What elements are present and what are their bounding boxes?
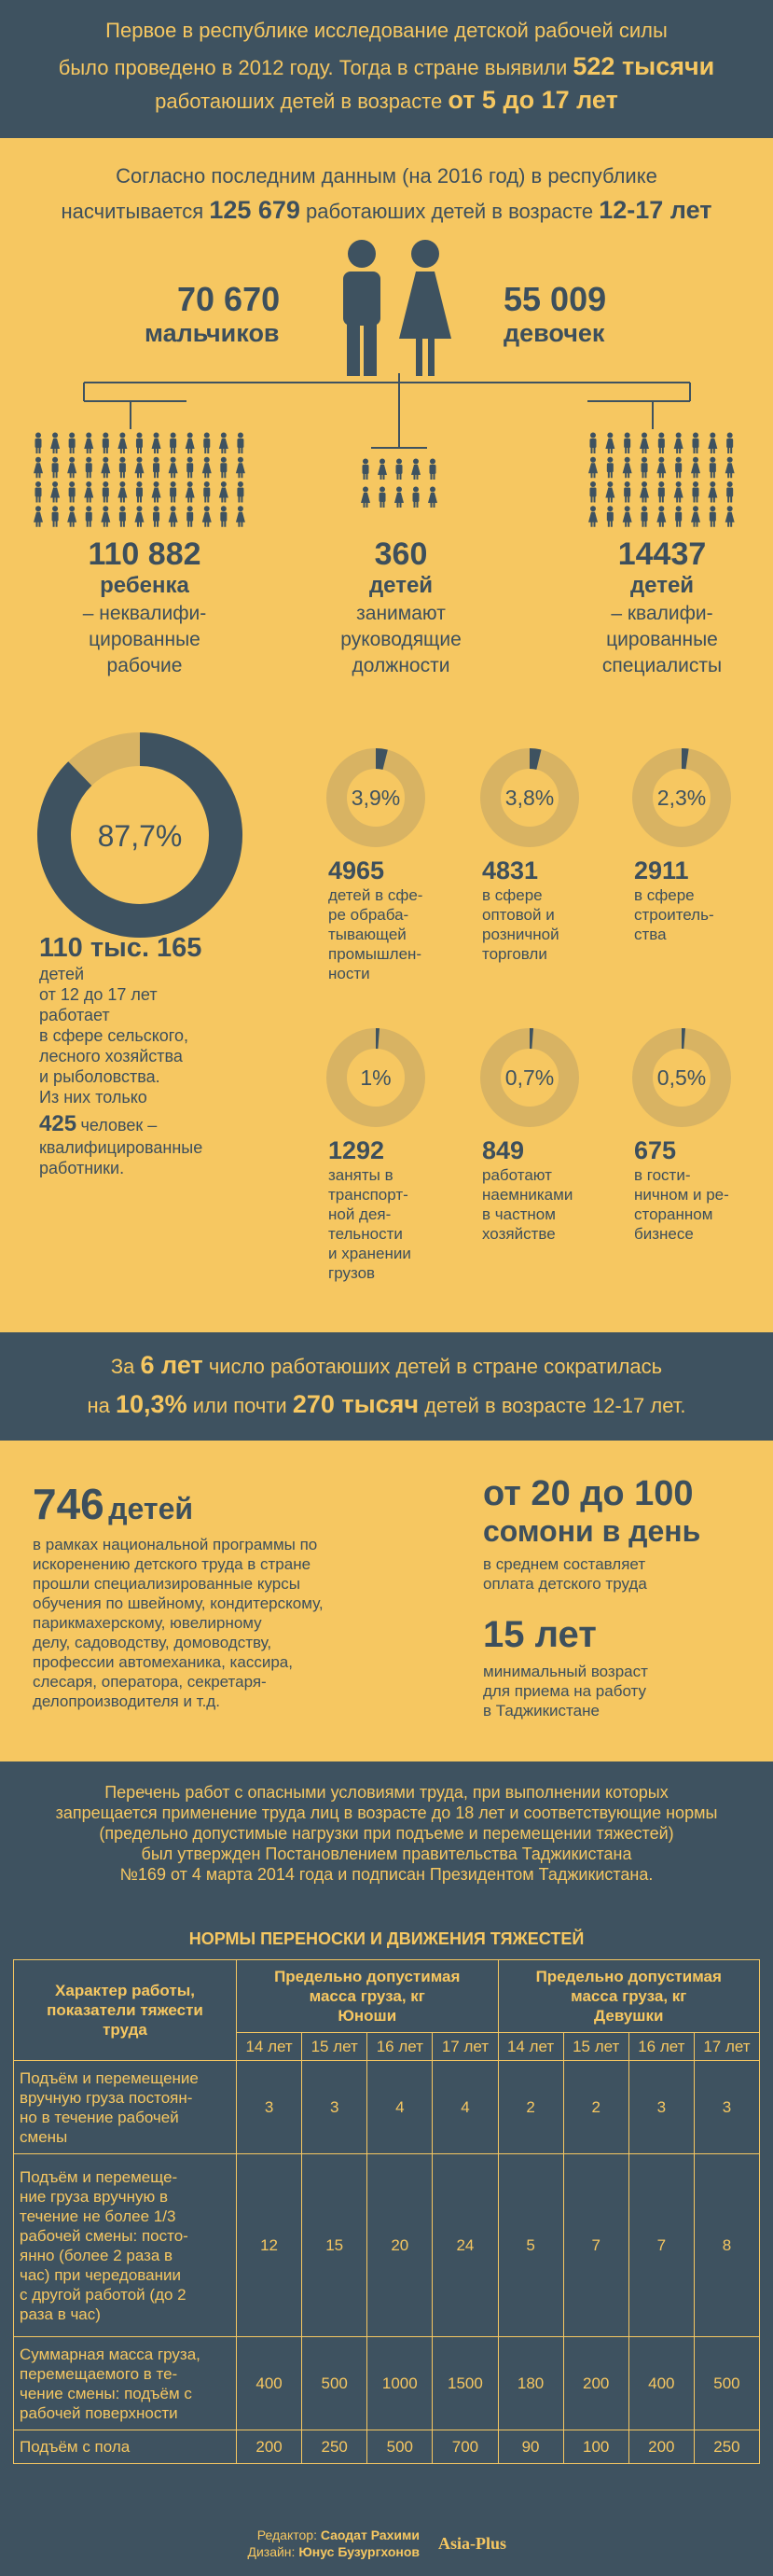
fact-courses-desc: прошли специализированные курсы <box>33 1575 300 1593</box>
asia-plus-logo: Asia-Plus <box>438 2534 507 2553</box>
sector-desc: бизнесе <box>634 1225 694 1243</box>
agri-donut-label: 87,7% <box>97 819 183 853</box>
table-cell: 24 <box>433 2154 498 2337</box>
header-line-2-text: было проведено в 2012 году. Тогда в стране выявили <box>58 56 573 79</box>
credits-design-name: Юнус Бузургхонов <box>298 2544 420 2559</box>
fact-pay <box>483 1474 763 1594</box>
decline-percent: 10,3% <box>116 1390 187 1418</box>
sector-desc: в частном <box>482 1205 556 1223</box>
table-cell: 500 <box>694 2337 759 2430</box>
fact-courses-desc: делу, садоводству, домоводству, <box>33 1634 272 1651</box>
decline-text: детей в возрасте 12-17 лет. <box>419 1394 686 1417</box>
sector-2 <box>623 746 763 943</box>
sector-desc: в сфере <box>482 886 543 904</box>
sector-desc: ной дея- <box>328 1205 392 1223</box>
fact-min-age-desc: для приема на работу <box>483 1682 647 1700</box>
agri-desc: и рыболовства. <box>39 1067 160 1086</box>
table-cell: 5 <box>498 2154 563 2337</box>
sector-desc: тельности <box>328 1225 403 1243</box>
group-qualified-desc: – квалифи- <box>611 603 713 624</box>
table-row-label-line: час) при чередовании <box>20 2265 181 2284</box>
table-cell: 8 <box>694 2154 759 2337</box>
table-cell: 3 <box>628 2061 694 2154</box>
people-icons <box>360 457 444 513</box>
decline-line-2 <box>0 1390 773 1419</box>
table-cell: 200 <box>237 2430 302 2464</box>
fact-pay-range: от 20 до 100 <box>483 1474 694 1513</box>
sector-donut <box>478 1026 581 1129</box>
table-age-header: 15 лет <box>302 2033 367 2061</box>
sector-desc: в сфере <box>634 886 695 904</box>
crowd-left <box>33 431 252 529</box>
table-row <box>14 2337 760 2430</box>
sector-donut-label: 0,5% <box>656 1065 707 1090</box>
group-unqualified <box>42 536 247 679</box>
agri-desc: от 12 до 17 лет <box>39 985 158 1004</box>
table-row-label-line: рабочей поверхности <box>20 2403 178 2422</box>
table-cell: 15 <box>302 2154 367 2337</box>
intro-total: 125 679 <box>209 196 300 224</box>
table-cell: 500 <box>367 2430 433 2464</box>
table-row-label <box>14 2337 237 2430</box>
agri-desc: в сфере сельского, <box>39 1026 188 1045</box>
agri-count: 110 тыс. 165 <box>39 933 202 963</box>
intro-line-2 <box>0 196 773 225</box>
table-row <box>14 2061 760 2154</box>
table-cell: 500 <box>302 2337 367 2430</box>
group-managers-desc: должности <box>352 655 450 676</box>
table-row-label <box>14 2154 237 2337</box>
credits-design-label: Дизайн: <box>247 2544 296 2559</box>
sector-desc: хозяйстве <box>482 1225 556 1243</box>
table-cell: 250 <box>302 2430 367 2464</box>
credits-editor-name: Саодат Рахими <box>320 2527 420 2542</box>
sector-desc: ничном и ре- <box>634 1186 729 1204</box>
sector-donut <box>324 1026 427 1129</box>
sector-desc: в гости- <box>634 1166 691 1184</box>
agri-qualified-count: 425 <box>39 1111 77 1136</box>
table-row-label-line: Суммарная масса груза, <box>20 2345 200 2363</box>
list-text-line: №169 от 4 марта 2014 года и подписан Президентом Таджикистана. <box>119 1865 654 1884</box>
sector-desc: ре обраба- <box>328 906 409 924</box>
sector-donut <box>324 746 427 849</box>
sector-desc: наемниками <box>482 1186 573 1204</box>
fact-pay-desc: в среднем составляет <box>483 1555 646 1573</box>
table-cell: 250 <box>694 2430 759 2464</box>
agri-desc: Из них только <box>39 1088 147 1107</box>
norms-table <box>13 1959 760 2464</box>
credits <box>233 2527 420 2560</box>
table-row-label-line: раза в час) <box>20 2304 101 2323</box>
table-cell: 1500 <box>433 2337 498 2430</box>
table-age-header: 14 лет <box>237 2033 302 2061</box>
table-row-label-line: вручную груза постоян- <box>20 2088 193 2107</box>
header-highlight-522: 522 тысячи <box>573 52 715 80</box>
table-corner-line: Характер работы, <box>55 1982 195 1999</box>
table-row-label-line: смены <box>20 2127 68 2146</box>
norms-section <box>0 1761 773 2576</box>
sector-donut-label: 3,9% <box>351 786 401 810</box>
sector-donut-label: 0,7% <box>504 1065 555 1090</box>
intro-age: 12-17 лет <box>599 196 712 224</box>
table-row-label-line: рабочей смены: посто- <box>20 2226 188 2245</box>
group-unqualified-desc: рабочие <box>106 655 183 676</box>
table-row <box>14 2430 760 2464</box>
decline-line-1 <box>0 1351 773 1380</box>
boys-label: мальчиков <box>145 319 280 347</box>
table-cell: 180 <box>498 2337 563 2430</box>
table-group-boys <box>237 1960 499 2033</box>
fact-min-age-desc: минимальный возраст <box>483 1663 648 1680</box>
header-band <box>0 0 773 138</box>
group-qualified-count: 14437 <box>617 536 707 572</box>
table-age-header: 17 лет <box>433 2033 498 2061</box>
table-cell: 200 <box>563 2337 628 2430</box>
fact-courses-number: 746 <box>33 1480 104 1528</box>
intro-line-1: Согласно последним данным (на 2016 год) в республике <box>116 164 657 188</box>
sector-donut-label: 2,3% <box>656 786 707 810</box>
decline-count: 270 тысяч <box>292 1390 420 1418</box>
table-row-label <box>14 2430 237 2464</box>
fact-pay-unit: сомони в день <box>483 1514 701 1548</box>
group-qualified <box>569 536 755 679</box>
sector-desc: детей в сфе- <box>328 886 423 904</box>
table-cell: 3 <box>237 2061 302 2154</box>
group-managers-desc: руководящие <box>340 629 462 650</box>
sector-desc: розничной <box>482 926 559 943</box>
sector-donut-label: 3,8% <box>504 786 555 810</box>
table-title: НОРМЫ ПЕРЕНОСКИ И ДВИЖЕНИЯ ТЯЖЕСТЕЙ <box>188 1929 585 1948</box>
sector-donut <box>478 746 581 849</box>
table-row-label-line: янно (более 2 раза в <box>20 2246 173 2264</box>
table-corner-line: труда <box>103 2021 147 2039</box>
group-qualified-desc: цированные <box>606 629 718 650</box>
table-cell: 12 <box>237 2154 302 2337</box>
table-cell: 1000 <box>367 2337 433 2430</box>
fact-min-age <box>483 1614 763 1720</box>
agri-block <box>39 933 282 1178</box>
table-group-girls <box>498 1960 760 2033</box>
table-row-label-line: ние груза вручную в <box>20 2187 169 2206</box>
fact-courses-desc: искоренению детского труда в стране <box>33 1555 311 1573</box>
boy-girl-figures <box>326 238 457 378</box>
table-row-label-line: чение смены: подъём с <box>20 2384 192 2402</box>
table-cell: 400 <box>628 2337 694 2430</box>
agri-qualified-desc: человек – <box>80 1116 158 1135</box>
sector-donut <box>630 746 733 849</box>
table-cell: 700 <box>433 2430 498 2464</box>
table-group-line: масса груза, кг <box>571 1987 687 2005</box>
sector-5 <box>623 1026 763 1243</box>
header-highlight-age: от 5 до 17 лет <box>448 86 618 114</box>
girl-icon <box>399 240 451 376</box>
sector-desc: строитель- <box>634 906 714 924</box>
intro-text-a: насчитывается <box>61 200 210 223</box>
people-icons <box>33 431 252 529</box>
table-cell: 4 <box>367 2061 433 2154</box>
fact-courses-desc: профессии автомеханика, кассира, <box>33 1653 293 1671</box>
group-unqualified-desc: – неквалифи- <box>82 603 207 624</box>
table-corner-line: показатели тяжести <box>47 2001 203 2019</box>
sector-desc: ства <box>634 926 667 943</box>
agri-qualified-desc: квалифицированные <box>39 1138 203 1157</box>
group-qualified-desc: специалисты <box>601 655 723 676</box>
table-cell: 3 <box>302 2061 367 2154</box>
table-age-header: 14 лет <box>498 2033 563 2061</box>
list-text-line: Перечень работ с опасными условиями труда, при выполнении которых <box>104 1783 669 1802</box>
table-cell: 200 <box>628 2430 694 2464</box>
sector-desc: и хранении <box>328 1245 411 1262</box>
table-cell: 2 <box>498 2061 563 2154</box>
table-row-label-line: но в течение рабочей <box>20 2108 179 2126</box>
table-age-header: 17 лет <box>694 2033 759 2061</box>
group-unqualified-count: 110 882 <box>88 536 201 572</box>
sector-desc: транспорт- <box>328 1186 408 1204</box>
table-cell: 7 <box>628 2154 694 2337</box>
table-age-header: 16 лет <box>628 2033 694 2061</box>
sector-desc: тывающей <box>328 926 407 943</box>
fact-courses-desc: делопроизводителя и т.д. <box>33 1692 220 1710</box>
sector-donut <box>630 1026 733 1129</box>
header-line-1: Первое в республике исследование детской рабочей силы <box>105 19 668 42</box>
decline-text: За <box>110 1355 141 1378</box>
sector-count: 2911 <box>634 856 689 884</box>
sector-0 <box>317 746 457 982</box>
table-row-label-line: Подъём и перемеще- <box>20 2167 178 2186</box>
fact-courses-desc: парикмахерскому, ювелирному <box>33 1614 262 1632</box>
credits-editor-label: Редактор: <box>256 2527 317 2542</box>
table-row-label-line: с другой работой (до 2 <box>20 2285 186 2304</box>
agri-qualified-desc: работники. <box>39 1159 125 1177</box>
table-row-label-line: течение не более 1/3 <box>20 2207 176 2225</box>
table-group-line: Предельно допустимая <box>274 1968 461 1985</box>
people-icons <box>587 431 741 529</box>
agri-desc: работает <box>39 1006 110 1024</box>
group-managers-desc: занимают <box>356 603 446 624</box>
table-cell: 20 <box>367 2154 433 2337</box>
group-managers-count: 360 <box>374 536 428 572</box>
header-line-3 <box>0 86 773 115</box>
table-group-line: масса груза, кг <box>309 1987 425 2005</box>
fact-courses-desc: в рамках национальной программы по <box>33 1536 318 1553</box>
branch-lines-tails <box>0 373 773 420</box>
sector-count: 675 <box>634 1136 677 1164</box>
group-qualified-label: детей <box>629 573 695 598</box>
sector-desc: заняты в <box>328 1166 393 1184</box>
table-cell: 2 <box>563 2061 628 2154</box>
boys-count: 70 670 <box>177 280 281 318</box>
table-age-header: 15 лет <box>563 2033 628 2061</box>
fact-courses <box>33 1479 415 1711</box>
girls-count: 55 009 <box>504 280 607 318</box>
table-cell: 3 <box>694 2061 759 2154</box>
decline-text: число работаюших детей в стране сократилась <box>202 1355 663 1378</box>
table-row <box>14 2154 760 2337</box>
sector-desc: промышлен- <box>328 945 422 963</box>
boy-icon <box>343 240 380 376</box>
table-age-header: 16 лет <box>367 2033 433 2061</box>
table-row-label-line: Подъём и перемещение <box>20 2068 199 2087</box>
crowd-middle <box>360 457 444 513</box>
table-cell: 7 <box>563 2154 628 2337</box>
list-text-line: запрещается применение труда лиц в возрасте до 18 лет и соответствующие нормы <box>55 1803 718 1822</box>
fact-courses-unit: детей <box>108 1492 194 1525</box>
list-text <box>19 1782 754 1885</box>
fact-courses-desc: слесаря, оператора, секретаря- <box>33 1673 267 1691</box>
table-cell: 400 <box>237 2337 302 2430</box>
crowd-right <box>587 431 741 529</box>
fact-courses-desc: обучения по швейному, кондитерскому, <box>33 1594 324 1612</box>
table-group-line: Девушки <box>594 2007 664 2025</box>
agri-donut <box>33 728 247 942</box>
list-text-line: (предельно допустимые нагрузки при подъеме и перемещении тяжестей) <box>99 1824 674 1843</box>
table-cell: 4 <box>433 2061 498 2154</box>
table-group-line: Юноши <box>338 2007 397 2025</box>
fact-pay-desc: оплата детского труда <box>483 1575 647 1593</box>
group-managers <box>308 536 494 679</box>
fact-min-age-desc: в Таджикистане <box>483 1702 600 1720</box>
table-row-label-line: перемещаемого в те- <box>20 2364 178 2383</box>
decline-text: на <box>87 1394 117 1417</box>
sector-donut-label: 1% <box>360 1065 392 1090</box>
sector-4 <box>471 1026 611 1243</box>
table-row-label <box>14 2061 237 2154</box>
sector-desc: торговли <box>482 945 547 963</box>
group-unqualified-desc: цированные <box>89 629 200 650</box>
agri-desc: детей <box>39 965 85 983</box>
table-cell: 90 <box>498 2430 563 2464</box>
sector-desc: работают <box>482 1166 552 1184</box>
table-corner-header <box>14 1960 237 2061</box>
sector-desc: ности <box>328 965 370 982</box>
agri-desc: лесного хозяйства <box>39 1047 183 1065</box>
sector-1 <box>471 746 611 963</box>
table-group-line: Предельно допустимая <box>535 1968 722 1985</box>
sector-desc: оптовой и <box>482 906 555 924</box>
table-cell: 100 <box>563 2430 628 2464</box>
girls-label: девочек <box>504 319 605 347</box>
sector-count: 1292 <box>328 1136 385 1164</box>
header-line-2 <box>0 52 773 81</box>
sector-count: 849 <box>482 1136 525 1164</box>
sector-3 <box>317 1026 457 1282</box>
header-line-3-text: работаюших детей в возрасте <box>155 90 449 113</box>
sector-desc: грузов <box>328 1264 376 1282</box>
decline-years: 6 лет <box>140 1351 203 1379</box>
decline-text: или почти <box>186 1394 293 1417</box>
group-unqualified-label: ребенка <box>100 573 189 598</box>
decline-band <box>0 1332 773 1441</box>
list-text-line: был утвержден Постановлением правительства Таджикистана <box>141 1845 632 1863</box>
intro-text-b: работаюших детей в возрасте <box>299 200 600 223</box>
sector-count: 4831 <box>482 856 539 884</box>
fact-min-age-number: 15 лет <box>483 1614 597 1655</box>
table-row-label-line: Подъём с пола <box>20 2437 131 2456</box>
group-managers-label: детей <box>368 573 434 598</box>
sector-desc: сторанном <box>634 1205 713 1223</box>
sector-count: 4965 <box>328 856 385 884</box>
